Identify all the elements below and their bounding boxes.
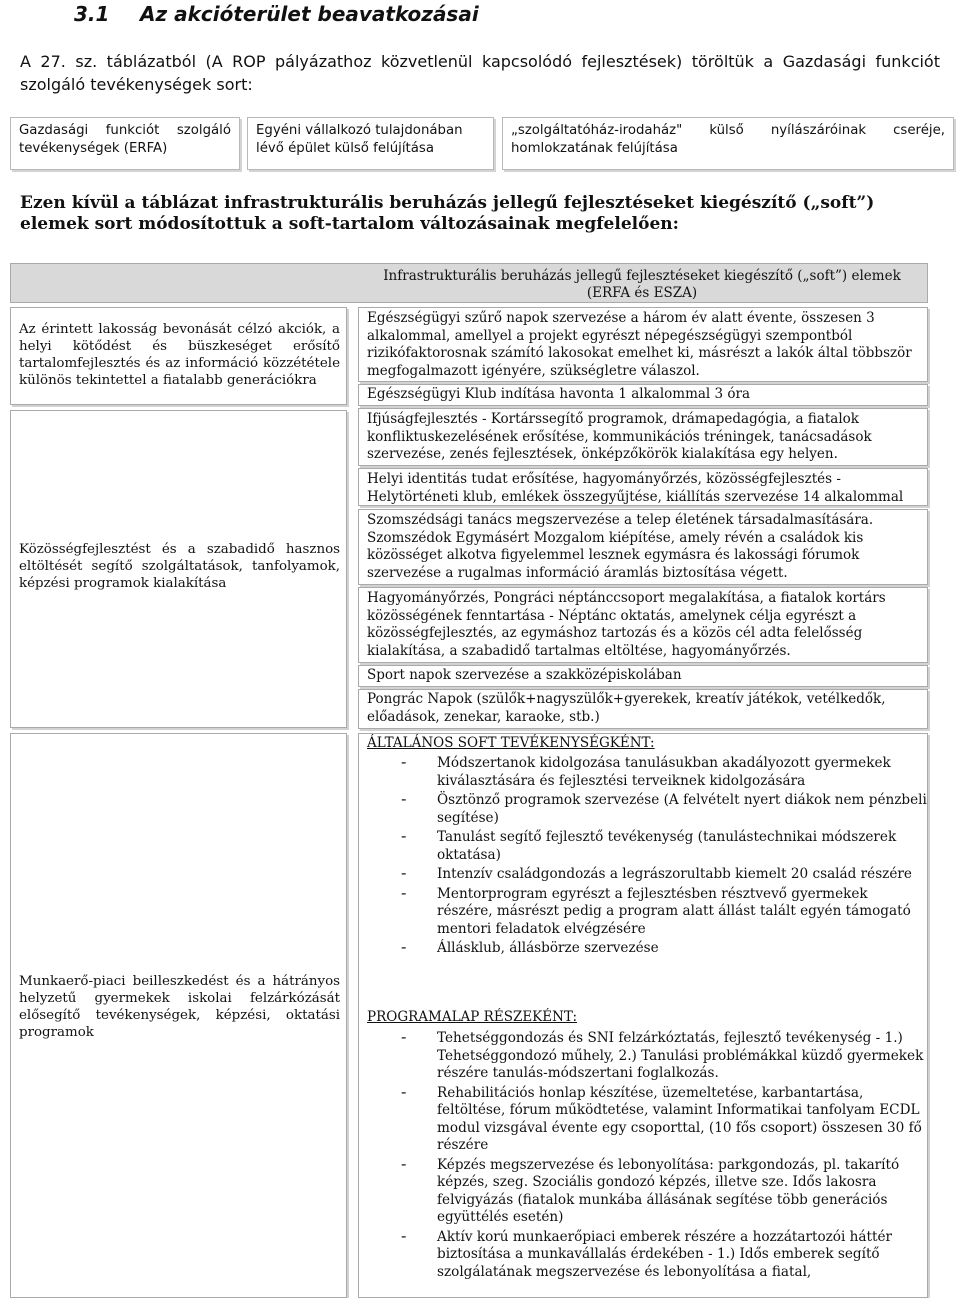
- list-item-text: Tanulást segítő fejlesztő tevékenység (tanulástechnikai módszerek oktatása): [437, 829, 897, 863]
- dash-bullet-icon: -: [401, 882, 407, 902]
- intro-paragraph-1: A 27. sz. táblázatból (A ROP pályázathoz közvetlenül kapcsolódó fejlesztések) töröltük a Gazdasági funkciót szolgáló tevékenységek sort:: [20, 52, 940, 94]
- list-item: [367, 1225, 927, 1282]
- right-cell-neighbourhood-council-text: Szomszédsági tanács megszervezése a telep életének társadalmasítására. Szomszédok Egymásért Mozgalom kiépítése, amely révén a családok kis közösséget alkotva figyelemmel lesznek egymásra és lakossági fórumok szervezése a rugalmas információ áramlás biztosítása végett.: [367, 512, 874, 581]
- soft-table-header-text: [358, 268, 926, 302]
- list-item: [367, 937, 927, 958]
- list-item: [367, 882, 927, 939]
- right-cell-youth-development-text: Ifjúságfejlesztés - Kortárssegítő programok, drámapedagógia, a fiatalok konfliktuskezelésének erősítése, kommunikációs tréningek, tanácsadások szervezése, zenés fejlesztések, önképzőkörök kialakítása egy helyen.: [367, 411, 872, 462]
- top-table-cell-description: [502, 117, 954, 170]
- list-item: [367, 1027, 927, 1083]
- general-soft-heading: ÁLTALÁNOS SOFT TEVÉKENYSÉGKÉNT:: [367, 735, 655, 751]
- list-item-text: Intenzív családgondozás a legrászorultabb kiemelt 20 család részére: [437, 866, 912, 882]
- left-cell-involvement-text: Az érintett lakosság bevonását célzó akciók, a helyi kötődést és büszkeséget erősítő tartalomfejlesztés és az információ közzététele különös tekintettel a fiatalabb generációkra: [19, 322, 340, 388]
- program-fund-list: [367, 1027, 927, 1283]
- left-cell-community-text: Közösségfejlesztést és a szabadidő hasznos eltöltését segítő szolgáltatások, tanfolyamok, képzési programok kialakítása: [19, 542, 340, 591]
- dash-bullet-icon: -: [401, 1225, 407, 1245]
- general-soft-list: [367, 752, 927, 960]
- dash-bullet-icon: -: [401, 789, 407, 808]
- right-cell-sport-days-text: Sport napok szervezése a szakközépiskolában: [367, 667, 682, 683]
- list-item-text: Módszertanok kidolgozása tanulásukban akadályozott gyermekek kiválasztására és fejlesztési terveiknek kidolgozására: [437, 755, 891, 789]
- list-item: [367, 1081, 927, 1155]
- list-item-text: Mentorprogram egyrészt a fejlesztésben résztvevő gyermekek részére, másrészt pedig a program alatt állást talált egyén támogató mentori feladatok elvégzésére: [437, 885, 911, 937]
- program-fund-heading: PROGRAMALAP RÉSZEKÉNT:: [367, 1009, 578, 1025]
- dash-bullet-icon: -: [401, 826, 407, 845]
- list-item-text: Aktív korú munkaerőpiaci emberek részére a hozzátartozói háttér biztosítása a munkavállalás érdekében - 1.) Idős emberek segítő szolgálatának megszervezése és lebonyolítása a fiatal,: [437, 1228, 892, 1280]
- list-item-text: Állásklub, állásbörze szervezése: [437, 940, 659, 956]
- right-cell-health-club-text: Egészségügyi Klub indítása havonta 1 alkalommal 3 óra: [367, 386, 751, 402]
- soft-table-header-line2: (ERFA és ESZA): [586, 285, 698, 301]
- dash-bullet-icon: -: [401, 1081, 407, 1101]
- right-cell-local-identity-text: Helyi identitás tudat erősítése, hagyományőrzés, közösségfejlesztés - Helytörténeti klub, emlékek összegyűjtése, kiállítás szervezése 14 alkalommal: [367, 471, 904, 505]
- left-cell-labour-market-text: Munkaerő-piaci beilleszkedést és a hátrányos helyzetű gyermekek iskolai felzárkózását elősegítő tevékenységek, képzési, oktatási programok: [19, 974, 340, 1040]
- dash-bullet-icon: -: [401, 752, 407, 771]
- list-item: [367, 863, 927, 884]
- intro-paragraph-2: Ezen kívül a táblázat infrastrukturális beruházás jellegű fejlesztéseket kiegészítő („soft”) elemek sort módosítottuk a soft-tartalom változásainak megfelelően:: [20, 193, 875, 234]
- top-table-cell-project: [247, 117, 494, 170]
- section-number: 3.1: [74, 2, 110, 26]
- list-item-text: Rehabilitációs honlap készítése, üzemeltetése, karbantartása, feltöltése, fórum működtetése, valamint Informatikai tanfolyam ECDL modul vizsgával évente egy csoporttal, (10 fős csoport) összesen 30 fő részére: [437, 1084, 922, 1153]
- dash-bullet-icon: -: [401, 937, 407, 956]
- right-cell-pongrac-days-text: Pongrác Napok (szülők+nagyszülők+gyerekek, kreatív játékok, vetélkedők, előadások, zenekar, karaoke, stb.): [367, 691, 886, 725]
- list-item: [367, 752, 927, 790]
- left-cell-labour-market: [10, 733, 347, 1298]
- top-table-cell-activity: [10, 117, 240, 170]
- top-table-cell-project-text: Egyéni vállalkozó tulajdonában lévő épület külső felújítása: [256, 123, 463, 156]
- left-cell-community: [10, 410, 347, 728]
- dash-bullet-icon: -: [401, 863, 407, 882]
- left-cell-involvement: [10, 307, 347, 405]
- list-item-text: Tehetséggondozás és SNI felzárkóztatás, fejlesztő tevékenység - 1.) Tehetséggondozó műhely, 2.) Tanulási problémákkal küzdő gyermekek részére tanulás-módszertani foglalkozás.: [437, 1030, 924, 1081]
- section-heading: [74, 2, 479, 26]
- list-item-text: Ösztönző programok szervezése (A felvételt nyert diákok nem pénzbeli segítése): [437, 792, 927, 826]
- top-table-cell-activity-text: Gazdasági funkciót szolgáló tevékenységek (ERFA): [19, 123, 231, 156]
- dash-bullet-icon: -: [401, 1027, 407, 1046]
- list-item: [367, 1153, 927, 1227]
- list-item: [367, 826, 927, 864]
- top-table-cell-description-text: „szolgáltatóház-irodaház" külső nyílászáróinak cseréje, homlokzatának felújítása: [511, 123, 945, 156]
- section-title: Az akcióterület beavatkozásai: [140, 2, 479, 26]
- soft-table-header-line1: Infrastrukturális beruházás jellegű fejlesztéseket kiegészítő („soft”) elemek: [383, 268, 901, 284]
- list-item-text: Képzés megszervezése és lebonyolítása: parkgondozás, pl. takarító képzés, szeg. Szociális gondozó képzés, illetve sze. Idős lakosra felvigyázás (fiatalok munkába állásának segítése több generációs együttélés esetén): [437, 1156, 900, 1225]
- dash-bullet-icon: -: [401, 1153, 407, 1173]
- right-cell-health-screening-text: Egészségügyi szűrő napok szervezése a három év alatt évente, összesen 3 alkalommal, amellyel a projekt egyrészt népegészségügyi szempontból rizikófaktorosnak számító lakosokat emelhet ki, másrészt a lakók által többször megfogalmazott igényére, szükségletre válaszol.: [367, 310, 912, 379]
- list-item: [367, 789, 927, 827]
- right-cell-tradition-text: Hagyományőrzés, Pongráci néptánccsoport megalakítása, a fiatalok kortárs közösségének fenntartása - Néptánc oktatás, amelynek célja egyrészt a közösségfejlesztés, az egymáshoz tartozás és a közös cél adta felelősség kialakítása, a szabadidő tartalmas eltöltése, hagyományőrzés.: [367, 590, 886, 659]
